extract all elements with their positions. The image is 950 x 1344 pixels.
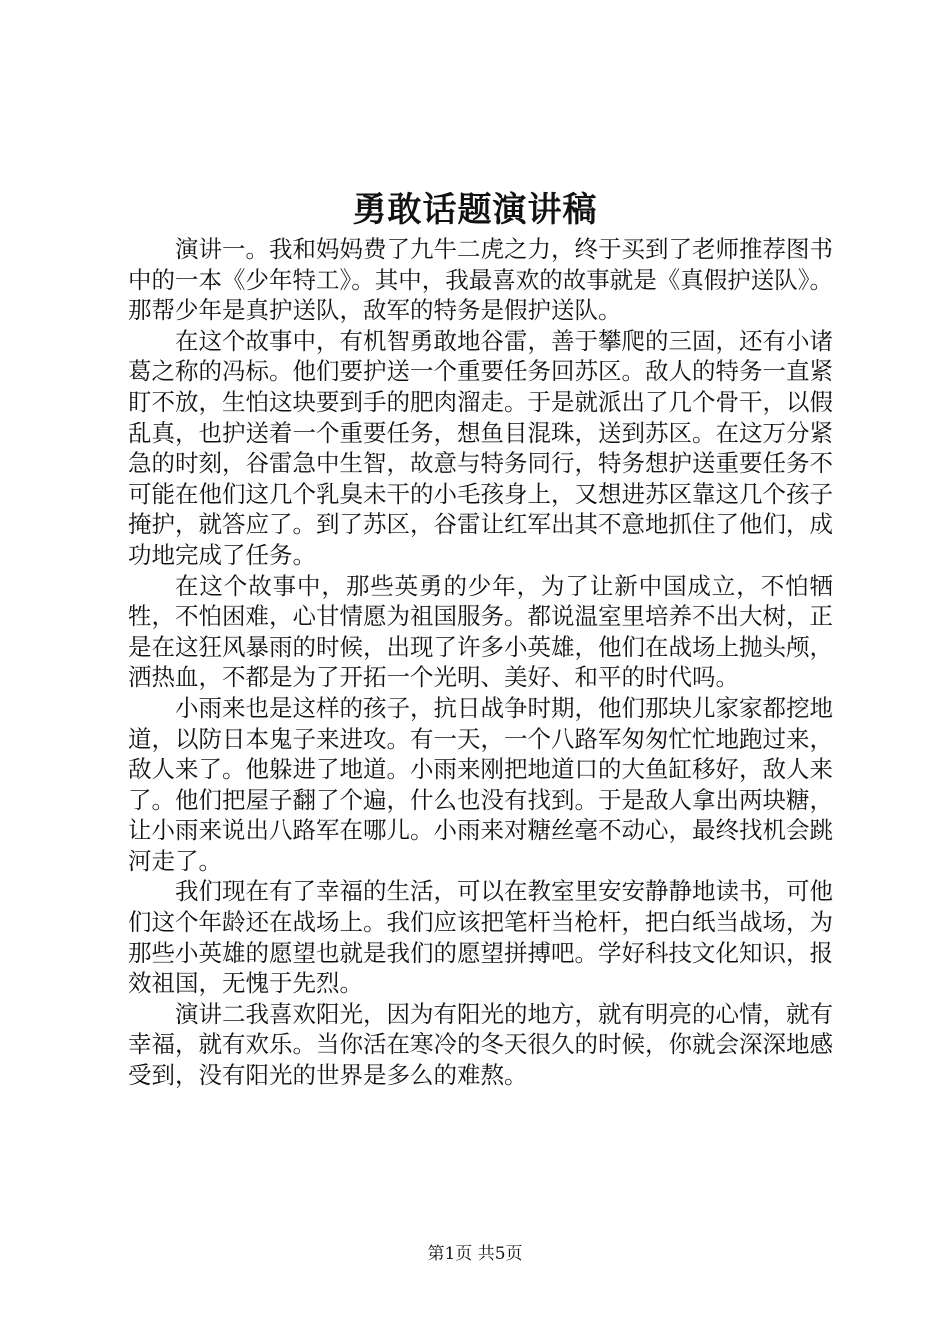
paragraph-6: 演讲二我喜欢阳光，因为有阳光的地方，就有明亮的心情，就有幸福，就有欢乐。当你活在寒冷的冬天很久的时候，你就会深深地感受到，没有阳光的世界是多么的难熬。	[128, 999, 833, 1090]
paragraph-1: 演讲一。我和妈妈费了九牛二虎之力，终于买到了老师推荐图书中的一本《少年特工》。其中，我最喜欢的故事就是《真假护送队》。那帮少年是真护送队，敌军的特务是假护送队。	[128, 235, 833, 325]
paragraph-4: 小雨来也是这样的孩子，抗日战争时期，他们那块儿家家都挖地道，以防日本鬼子来进攻。有一天，一个八路军匆匆忙忙地跑过来，敌人来了。他躲进了地道。小雨来刚把地道口的大鱼缸移好，敌人来了。他们把屋子翻了个遍，什么也没有找到。于是敌人拿出两块糖，让小雨来说出八路军在哪儿。小雨来对糖丝毫不动心，最终找机会跳河走了。	[128, 693, 833, 875]
page-number-footer: 第1页 共5页	[427, 1244, 523, 1264]
paragraph-2: 在这个故事中，有机智勇敢地谷雷，善于攀爬的三固，还有小诸葛之称的冯标。他们要护送一个重要任务回苏区。敌人的特务一直紧盯不放，生怕这块要到手的肥肉溜走。于是就派出了几个骨干，以假乱真，也护送着一个重要任务，想鱼目混珠，送到苏区。在这万分紧急的时刻，谷雷急中生智，故意与特务同行，特务想护送重要任务不可能在他们这几个乳臭未干的小毛孩身上，又想进苏区靠这几个孩子掩护，就答应了。到了苏区，谷雷让红军出其不意地抓住了他们，成功地完成了任务。	[128, 326, 833, 569]
document-title: 勇敢话题演讲稿	[352, 190, 598, 230]
paragraph-3: 在这个故事中，那些英勇的少年，为了让新中国成立，不怕牺牲，不怕困难，心甘情愿为祖国服务。都说温室里培养不出大树，正是在这狂风暴雨的时候，出现了许多小英雄，他们在战场上抛头颅，洒热血，不都是为了开拓一个光明、美好、和平的时代吗。	[128, 571, 833, 692]
paragraph-5: 我们现在有了幸福的生活，可以在教室里安安静静地读书，可他们这个年龄还在战场上。我们应该把笔杆当枪杆，把白纸当战场，为那些小英雄的愿望也就是我们的愿望拼搏吧。学好科技文化知识，报效祖国，无愧于先烈。	[128, 877, 833, 998]
document-body	[128, 234, 833, 1091]
